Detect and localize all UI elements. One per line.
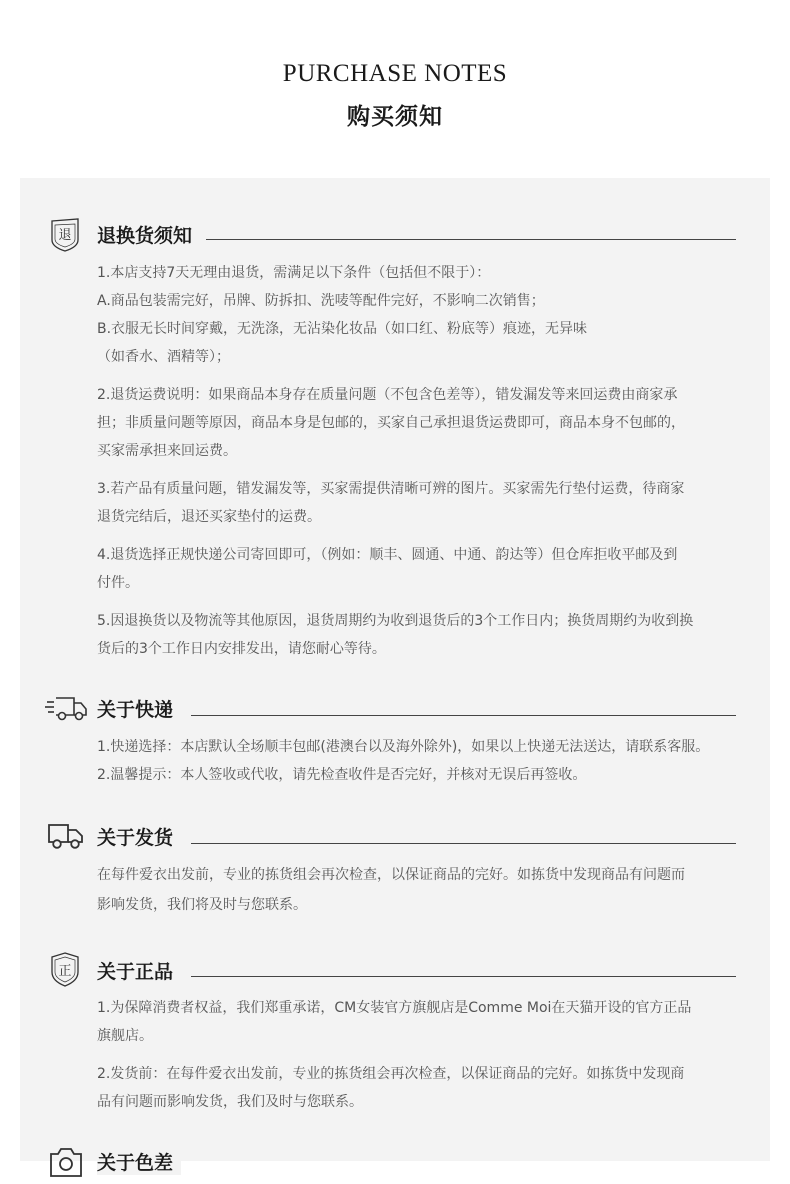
svg-text:正: 正 <box>58 964 72 979</box>
section-body-shipping <box>97 860 767 920</box>
page-title-cn: 购买须知 <box>347 104 443 130</box>
title-underline <box>191 715 736 716</box>
svg-text:退: 退 <box>58 228 72 243</box>
section-color <box>20 1144 770 1184</box>
section-body-returns <box>97 259 767 663</box>
authentic-shield-icon <box>44 951 88 987</box>
authentic-line: 1.为保障消费者权益，我们郑重承诺，CM女装官方旗舰店是Comme Moi在天猫开设的官方正品 <box>97 1000 692 1016</box>
return-line: B.衣服无长时间穿戴，无洗涤，无沾染化妆品（如口红、粉底等）痕迹，无异味 <box>97 321 588 337</box>
section-body-authentic <box>97 994 767 1116</box>
delivery-truck-fast-icon <box>44 688 88 724</box>
express-line: 1.快递选择：本店默认全场顺丰包邮(港澳台以及海外除外)，如果以上快递无法送达，请联系客服。 <box>97 739 710 755</box>
return-line: 4.退货选择正规快递公司寄回即可，（例如：顺丰、圆通、中通、韵达等）但仓库拒收平邮及到 <box>97 547 678 563</box>
authentic-line: 2.发货前：在每件爱衣出发前，专业的拣货组会再次检查，以保证商品的完好。如拣货中发现商 <box>97 1066 685 1082</box>
section-returns <box>20 214 770 664</box>
return-line: 退货完结后，退还买家垫付的运费。 <box>97 509 321 525</box>
section-body-express <box>97 733 767 789</box>
title-underline <box>191 843 736 844</box>
page-title-en: PURCHASE NOTES <box>282 60 508 87</box>
authentic-line: 旗舰店。 <box>97 1028 153 1044</box>
return-line: 1.本店支持7天无理由退货，需满足以下条件（包括但不限于）： <box>97 265 491 281</box>
return-badge-icon <box>44 216 88 252</box>
return-line: 货后的3个工作日内安排发出，请您耐心等待。 <box>97 641 386 657</box>
authentic-line: 品有问题而影响发货，我们及时与您联系。 <box>97 1094 363 1110</box>
section-express <box>20 688 770 798</box>
title-underline <box>206 239 736 240</box>
return-line: A.商品包装需完好，吊牌、防拆扣、洗唛等配件完好，不影响二次销售； <box>97 293 545 309</box>
return-line: 2.退货运费说明：如果商品本身存在质量问题（不包含色差等），错发漏发等来回运费由商家承 <box>97 387 678 403</box>
section-title-authentic: 关于正品 <box>97 957 181 984</box>
delivery-truck-icon <box>44 816 88 852</box>
section-title-color: 关于色差 <box>97 1148 181 1175</box>
shipping-line: 在每件爱衣出发前，专业的拣货组会再次检查，以保证商品的完好。如拣货中发现商品有问题而 <box>97 867 685 883</box>
return-line: 担；非质量问题等原因，商品本身是包邮的，买家自己承担退货运费即可，商品本身不包邮的， <box>97 415 685 431</box>
return-line: 买家需承担来回运费。 <box>97 443 237 459</box>
section-title-express: 关于快递 <box>97 695 181 722</box>
return-line: 5.因退换货以及物流等其他原因，退货周期约为收到退货后的3个工作日内；换货周期约为收到换 <box>97 613 694 629</box>
title-underline <box>191 976 736 977</box>
camera-icon <box>44 1144 88 1180</box>
express-line: 2.温馨提示：本人签收或代收，请先检查收件是否完好，并核对无误后再签收。 <box>97 767 587 783</box>
section-title-shipping: 关于发货 <box>97 823 181 850</box>
return-line: （如香水、酒精等）； <box>97 349 230 365</box>
section-authentic <box>20 949 770 1119</box>
section-title-returns: 退换货须知 <box>97 221 200 248</box>
shipping-line: 影响发货，我们将及时与您联系。 <box>97 897 307 913</box>
section-shipping <box>20 816 770 926</box>
return-line: 3.若产品有质量问题，错发漏发等，买家需提供清晰可辨的图片。买家需先行垫付运费，待商家 <box>97 481 685 497</box>
return-line: 付件。 <box>97 575 139 591</box>
page-header <box>0 0 790 178</box>
notes-panel <box>20 178 770 1174</box>
